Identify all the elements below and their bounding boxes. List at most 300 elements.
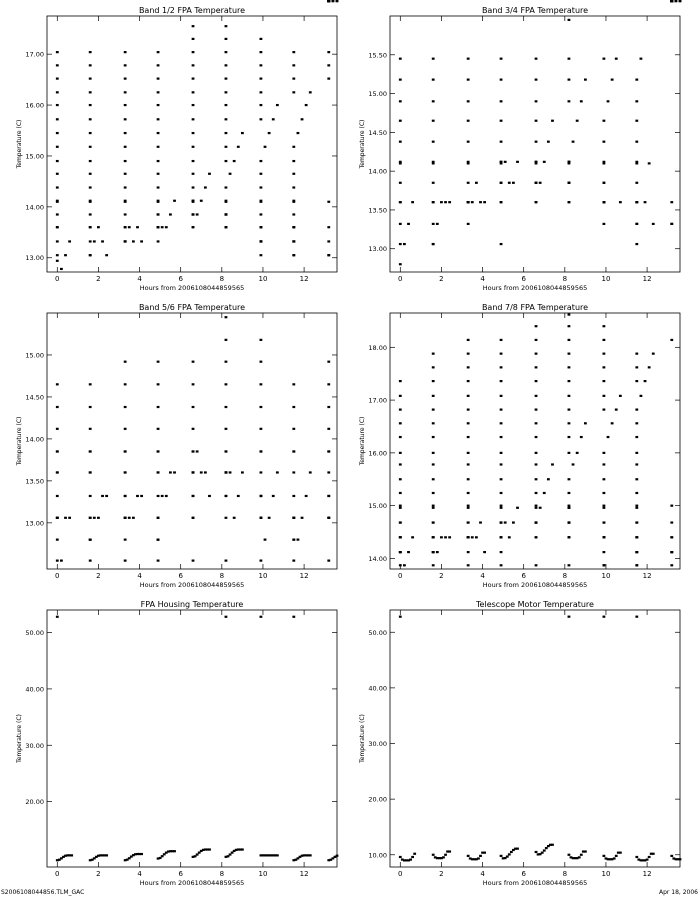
data-point [399,223,402,225]
data-point [157,51,160,53]
y-tick-label: 15.00 [368,90,387,99]
y-tick-label: 15.00 [25,152,44,161]
data-point [432,58,435,60]
data-point [467,366,470,368]
data-point [635,436,638,438]
x-tick-label: 2 [96,572,101,580]
data-point [535,353,538,355]
data-point [603,58,606,60]
data-point [260,339,263,341]
data-point [399,408,402,410]
data-point [225,616,228,618]
data-point [500,452,503,454]
plot-frame [390,16,680,272]
y-axis-label: Temperature (C) [16,714,23,763]
data-point [292,200,295,202]
data-point [161,495,164,497]
data-point [292,560,295,562]
data-point [157,173,160,175]
data-point [500,436,503,438]
data-point [192,118,195,120]
data-point [157,495,160,497]
data-point [165,226,168,228]
data-point [467,478,470,480]
data-point [539,507,542,509]
data-point [432,79,435,81]
y-tick-label: 40.00 [368,684,387,693]
data-point [157,240,160,242]
data-point [260,91,263,93]
x-tick-label: 8 [562,870,568,878]
chart-panel-4 [359,0,681,589]
data-point [208,173,211,175]
data-point [399,463,402,465]
data-point [192,200,195,202]
data-point [500,100,503,102]
data-point [611,422,614,424]
data-point [89,226,92,228]
data-point [603,201,606,203]
data-point [432,408,435,410]
data-point [648,366,651,368]
data-point [56,495,59,497]
data-point [136,226,139,228]
chart-panel-1 [16,0,338,292]
data-point [327,450,330,452]
data-point [500,521,503,523]
data-point [475,536,478,538]
x-tick-label: 2 [96,275,101,283]
data-point [568,395,571,397]
data-point [568,408,571,410]
data-point [568,100,571,102]
data-point [500,478,503,480]
data-point [292,64,295,66]
data-point [545,847,548,849]
data-point [399,551,402,553]
data-point [89,406,92,408]
data-point [161,226,164,228]
data-point [225,25,228,27]
y-tick-label: 13.50 [25,477,44,486]
data-point [407,551,410,553]
data-point [399,120,402,122]
x-axis-label: Hours from 2006108044859565 [139,879,245,887]
data-point [399,507,402,509]
data-point [200,471,203,473]
x-tick-label: 10 [601,870,611,878]
data-point [56,201,59,203]
data-point [157,213,160,215]
data-point [568,366,571,368]
data-point [161,855,164,857]
data-point [56,132,59,134]
data-point [124,361,127,363]
data-point [399,201,402,203]
y-tick-label: 50.00 [25,629,44,638]
data-point [101,240,104,242]
data-point [615,58,618,60]
data-point [535,436,538,438]
data-point [635,243,638,245]
data-point [535,536,538,538]
data-point [264,146,267,148]
data-point [568,201,571,203]
data-point [535,161,538,163]
y-tick-label: 16.00 [368,449,387,458]
data-point [568,380,571,382]
data-point [432,422,435,424]
data-point [483,201,486,203]
data-point [399,436,402,438]
data-point [399,395,402,397]
chart-panel-2 [359,0,681,292]
y-axis-label: Temperature (C) [16,119,23,169]
data-point [611,79,614,81]
data-point [225,339,228,341]
data-point [635,492,638,494]
data-point [225,104,228,106]
data-point [124,160,127,162]
data-point [615,855,618,857]
x-tick-label: 0 [398,275,403,283]
data-point [124,91,127,93]
chart-panel-3 [16,0,338,589]
data-point [535,507,538,509]
data-point [444,854,447,856]
data-point [603,366,606,368]
data-point [89,118,92,120]
data-point [56,91,59,93]
data-point [89,132,92,134]
data-point [500,855,503,857]
data-point [568,478,571,480]
x-axis-label: Hours from 2006108044859565 [139,581,245,589]
data-point [635,79,638,81]
data-point [512,521,515,523]
y-tick-label: 18.00 [368,343,387,352]
data-point [568,536,571,538]
data-point [192,104,195,106]
data-point [268,132,271,134]
data-point [327,428,330,430]
data-point [132,517,135,519]
data-point [124,78,127,80]
data-point [652,353,655,355]
data-point [512,182,515,184]
data-point [327,471,330,473]
data-point [225,186,228,188]
data-point [603,463,606,465]
data-point [535,380,538,382]
data-point [635,182,638,184]
data-point [603,395,606,397]
data-point [89,428,92,430]
data-point [157,64,160,66]
x-tick-label: 6 [178,870,183,878]
data-point [157,539,160,541]
data-point [409,859,412,861]
data-point [467,380,470,382]
data-point [124,173,127,175]
data-point [479,521,482,523]
x-tick-label: 0 [398,572,403,580]
data-point [640,58,643,60]
data-point [233,160,236,162]
data-point [500,353,503,355]
x-tick-label: 6 [178,275,183,283]
data-point [535,492,538,494]
data-point [276,104,279,106]
data-point [327,51,330,53]
data-point [547,141,550,143]
data-point [305,104,308,106]
data-point [535,141,538,143]
data-point [124,450,127,452]
data-point [407,223,410,225]
data-point [603,223,606,225]
data-point [140,240,143,242]
data-point [535,505,538,507]
y-axis-label: Temperature (C) [359,714,366,763]
data-point [124,213,127,215]
data-point [603,141,606,143]
data-point [432,564,435,566]
x-tick-label: 8 [562,572,568,580]
data-point [543,492,546,494]
y-tick-label: 13.00 [25,519,44,528]
data-point [56,104,59,106]
data-point [432,162,435,164]
data-point [510,851,513,853]
data-point [157,78,160,80]
data-point [327,560,330,562]
data-point [500,339,503,341]
data-point [535,478,538,480]
data-point [237,495,240,497]
data-point [568,313,571,315]
data-point [635,120,638,122]
data-point [467,408,470,410]
data-point [136,495,139,497]
data-point [292,226,295,228]
data-point [309,91,312,93]
data-point [432,492,435,494]
y-tick-label: 30.00 [25,741,44,750]
data-point [399,422,402,424]
data-point [500,141,503,143]
data-point [272,118,275,120]
data-point [576,120,579,122]
data-point [128,517,131,519]
data-point [568,507,571,509]
data-point [157,226,160,228]
data-point [124,560,127,562]
data-point [272,495,275,497]
data-point [196,853,199,855]
data-point [516,848,519,850]
x-tick-label: 6 [521,572,526,580]
y-tick-label: 20.00 [25,798,44,807]
data-point [157,471,160,473]
data-point [336,0,339,2]
data-point [535,58,538,60]
data-point [399,505,402,507]
data-point [260,406,263,408]
data-point [89,201,92,203]
data-point [124,186,127,188]
data-point [535,339,538,341]
data-point [467,505,470,507]
data-point [157,560,160,562]
data-point [204,186,207,188]
data-point [260,361,263,363]
x-axis-label: Hours from 2006108044859565 [482,581,588,589]
data-point [169,471,172,473]
data-point [551,844,554,846]
y-tick-label: 15.00 [25,351,44,360]
x-tick-label: 12 [299,572,309,580]
x-tick-label: 2 [96,870,101,878]
data-point [56,450,59,452]
data-point [467,492,470,494]
data-point [432,536,435,538]
data-point [309,471,312,473]
y-tick-label: 13.00 [368,245,387,254]
data-point [89,560,92,562]
data-point [157,132,160,134]
data-point [568,19,571,21]
data-point [192,495,195,497]
chart-title: FPA Housing Temperature [140,600,244,609]
data-point [225,200,228,202]
data-point [467,79,470,81]
footer-filename: S2006108044856.TLM_GAC [1,889,85,896]
data-point [500,551,503,553]
data-point [105,254,108,256]
data-point [68,240,71,242]
data-point [670,0,673,2]
data-point [157,450,160,452]
data-point [500,492,503,494]
data-point [192,406,195,408]
chart-title: Band 7/8 FPA Temperature [481,303,589,312]
data-point [327,406,330,408]
data-point [297,539,300,541]
data-point [309,854,312,856]
data-point [157,383,160,385]
plot-frame [390,610,680,867]
data-point [535,422,538,424]
data-point [192,91,195,93]
data-point [124,495,127,497]
data-point [56,78,59,80]
data-point [568,436,571,438]
data-point [436,223,439,225]
data-point [568,521,571,523]
data-point [292,254,295,256]
data-point [292,471,295,473]
data-points [399,0,682,265]
x-axis-label: Hours from 2006108044859565 [482,879,588,887]
data-point [56,428,59,430]
data-point [475,182,478,184]
data-point [105,854,108,856]
data-point [225,91,228,93]
data-point [89,213,92,215]
x-tick-label: 0 [55,275,60,283]
data-point [225,361,228,363]
data-point [580,100,583,102]
data-point [292,213,295,215]
data-point [225,64,228,66]
data-points [56,616,339,862]
data-point [327,361,330,363]
data-point [635,161,638,163]
data-point [635,380,638,382]
data-point [635,422,638,424]
data-point [444,201,447,203]
data-point [584,79,587,81]
data-point [403,243,406,245]
y-axis-label: Temperature (C) [359,416,366,466]
data-point [635,505,638,507]
data-point [292,146,295,148]
data-point [500,507,503,509]
data-point [399,58,402,60]
data-point [301,118,304,120]
data-point [467,141,470,143]
data-point [196,450,199,452]
data-point [670,564,673,566]
data-point [467,100,470,102]
data-point [97,226,100,228]
data-point [607,436,610,438]
data-point [670,505,673,507]
data-point [196,213,199,215]
data-point [500,243,503,245]
data-point [260,118,263,120]
data-point [551,120,554,122]
data-point [225,406,228,408]
chart-panel-5 [16,600,338,887]
data-point [479,201,482,203]
chart-title: Band 5/6 FPA Temperature [138,303,246,312]
data-point [124,406,127,408]
x-tick-label: 4 [137,870,142,878]
data-point [208,848,211,850]
data-point [225,118,228,120]
data-point [192,38,195,40]
data-point [479,855,482,857]
data-point [124,64,127,66]
data-point [551,463,554,465]
data-point [260,104,263,106]
data-point [619,852,622,854]
data-point [506,855,509,857]
data-point [173,200,176,202]
data-point [157,361,160,363]
data-point [327,226,330,228]
data-point [432,100,435,102]
data-point [440,536,443,538]
plot-frame [390,313,680,569]
data-point [56,173,59,175]
data-point [635,564,638,566]
data-point [471,201,474,203]
chart-title: Band 3/4 FPA Temperature [481,6,589,15]
data-point [192,383,195,385]
